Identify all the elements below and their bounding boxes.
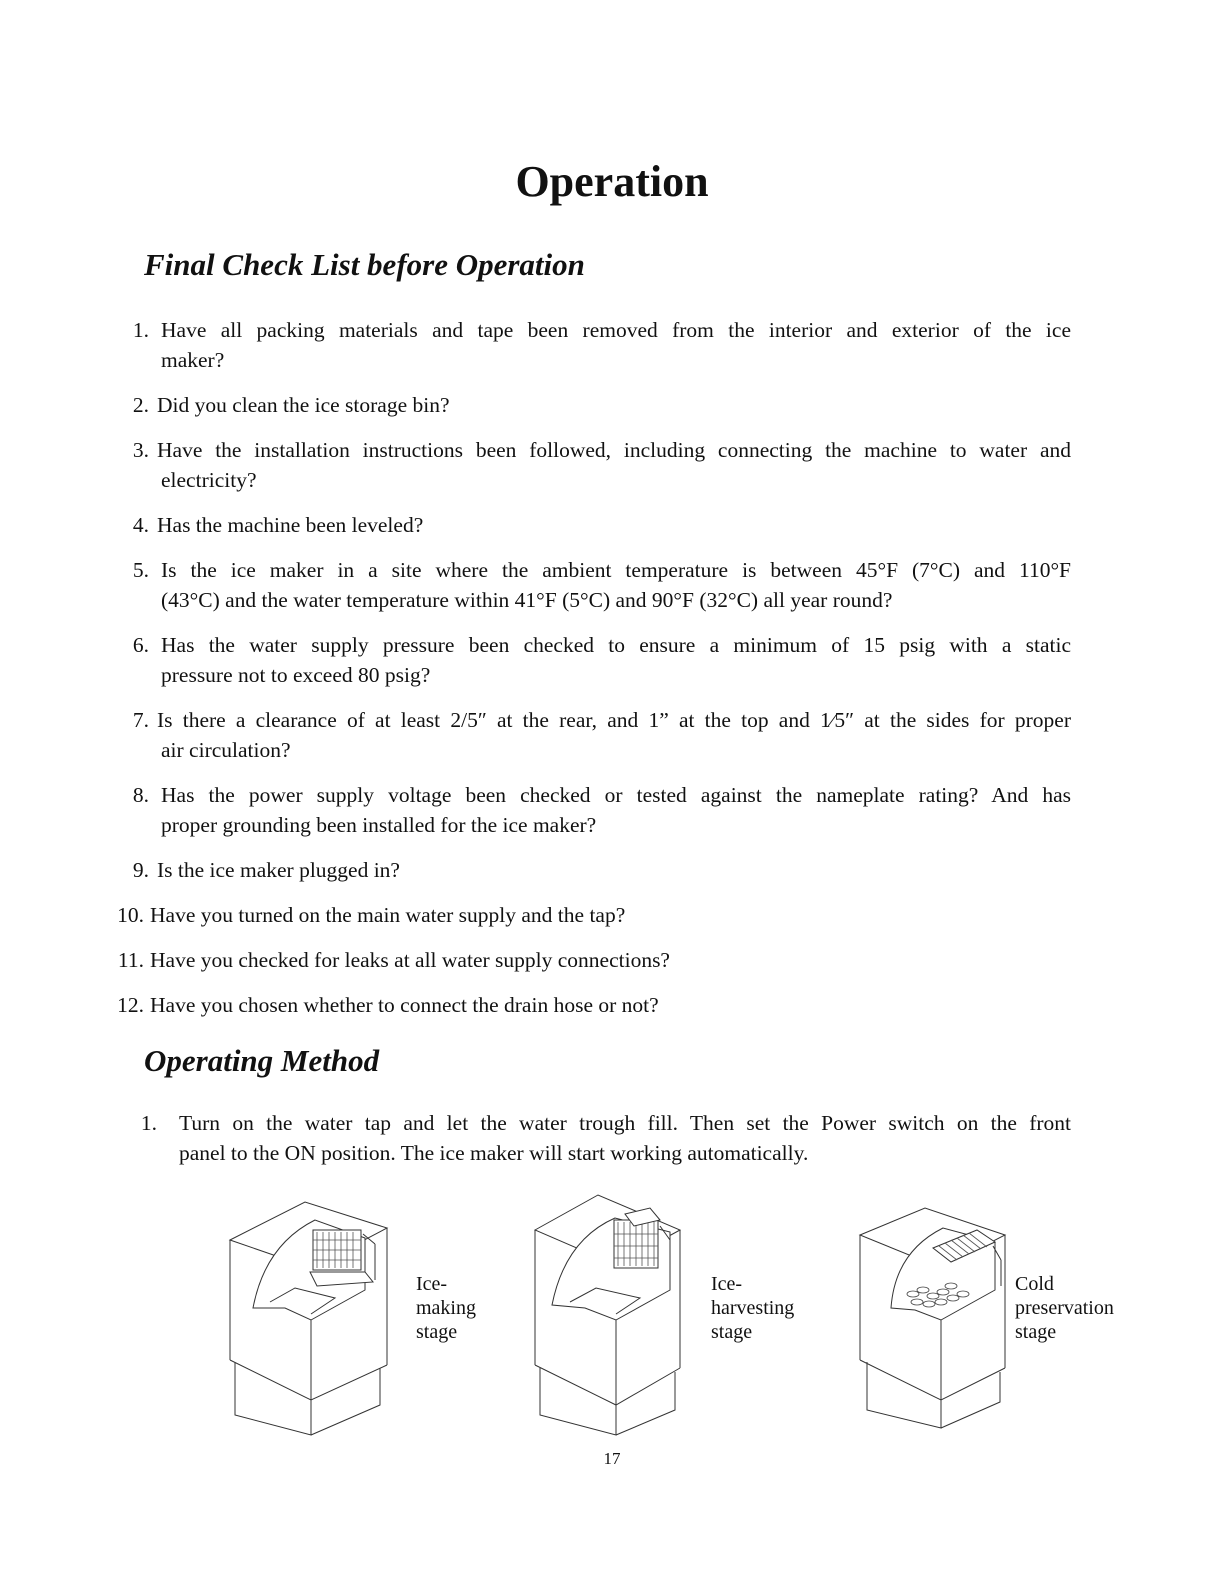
item-number: 3. <box>132 438 149 462</box>
stage-label-line: stage <box>1015 1321 1057 1343</box>
item-text: Has the water supply pressure been checked to ensure a minimum of 15 psig with a static <box>161 633 1071 657</box>
stage-label-line: preservation <box>1015 1297 1114 1319</box>
item-text: Have you checked for leaks at all water supply connections? <box>150 948 670 972</box>
stage-label-line: Ice- <box>416 1273 448 1295</box>
ice-making-diagram <box>225 1190 395 1440</box>
item-number: 2. <box>132 393 149 417</box>
stage-label-line: Cold <box>1015 1273 1054 1295</box>
item-text: Have all packing materials and tape been removed from the interior and exterior of the ice <box>161 318 1071 342</box>
item-text: Have you chosen whether to connect the drain hose or not? <box>150 993 659 1017</box>
item-number: 6. <box>132 633 149 657</box>
item-text-continued: maker? <box>161 348 225 372</box>
item-number: 7. <box>132 708 149 732</box>
ice-maker-stage-diagrams <box>0 1190 1224 1450</box>
item-text: Is the ice maker in a site where the ambient temperature is between 45°F (7°C) and 110°F <box>161 558 1071 582</box>
ice-harvesting-diagram <box>530 1190 700 1440</box>
section-heading-operating-method: Operating Method <box>144 1043 380 1078</box>
item-text-continued: proper grounding been installed for the ice maker? <box>161 813 597 837</box>
item-number: 11. <box>117 948 144 972</box>
item-text: Have the installation instructions been followed, including connecting the machine to water and <box>157 438 1071 462</box>
item-number: 4. <box>132 513 149 537</box>
item-text: Did you clean the ice storage bin? <box>157 393 450 417</box>
item-number: 9. <box>132 858 149 882</box>
cold-preservation-diagram <box>855 1190 1015 1440</box>
stage-label-ice-making <box>416 1272 476 1344</box>
section-heading-final-check-list: Final Check List before Operation <box>144 247 585 282</box>
stage-label-line: harvesting <box>711 1297 795 1319</box>
stage-label-line: stage <box>416 1321 458 1343</box>
item-text: Has the power supply voltage been checked or tested against the nameplate rating? And has <box>161 783 1071 807</box>
item-text-continued: air circulation? <box>161 738 291 762</box>
item-text-continued: (43°C) and the water temperature within 41°F (5°C) and 90°F (32°C) all year round? <box>161 588 893 612</box>
stage-label-line: Ice- <box>711 1273 743 1295</box>
item-text: Is there a clearance of at least 2/5″ at the rear, and 1” at the top and 1⁄5″ at the sides for proper <box>157 708 1071 732</box>
item-number: 8. <box>132 783 149 807</box>
item-number: 1. <box>132 318 149 342</box>
item-number: 12. <box>117 993 144 1017</box>
stage-label-ice-harvesting <box>711 1272 794 1344</box>
stage-label-line: making <box>416 1297 476 1319</box>
item-text: Have you turned on the main water supply and the tap? <box>150 903 626 927</box>
item-text: Turn on the water tap and let the water trough fill. Then set the Power switch on the front <box>179 1111 1071 1135</box>
stage-label-cold-preservation <box>1015 1272 1114 1344</box>
page-title: Operation <box>515 157 709 206</box>
item-number: 5. <box>132 558 149 582</box>
item-text-continued: electricity? <box>161 468 257 492</box>
stage-label-line: stage <box>711 1321 753 1343</box>
item-text: Has the machine been leveled? <box>157 513 424 537</box>
item-number: 1. <box>140 1111 157 1135</box>
item-text-continued: pressure not to exceed 80 psig? <box>161 663 431 687</box>
item-text: Is the ice maker plugged in? <box>157 858 400 882</box>
item-text-continued: panel to the ON position. The ice maker will start working automatically. <box>179 1141 809 1165</box>
item-number: 10. <box>117 903 144 927</box>
page-number: 17 <box>603 1449 621 1468</box>
